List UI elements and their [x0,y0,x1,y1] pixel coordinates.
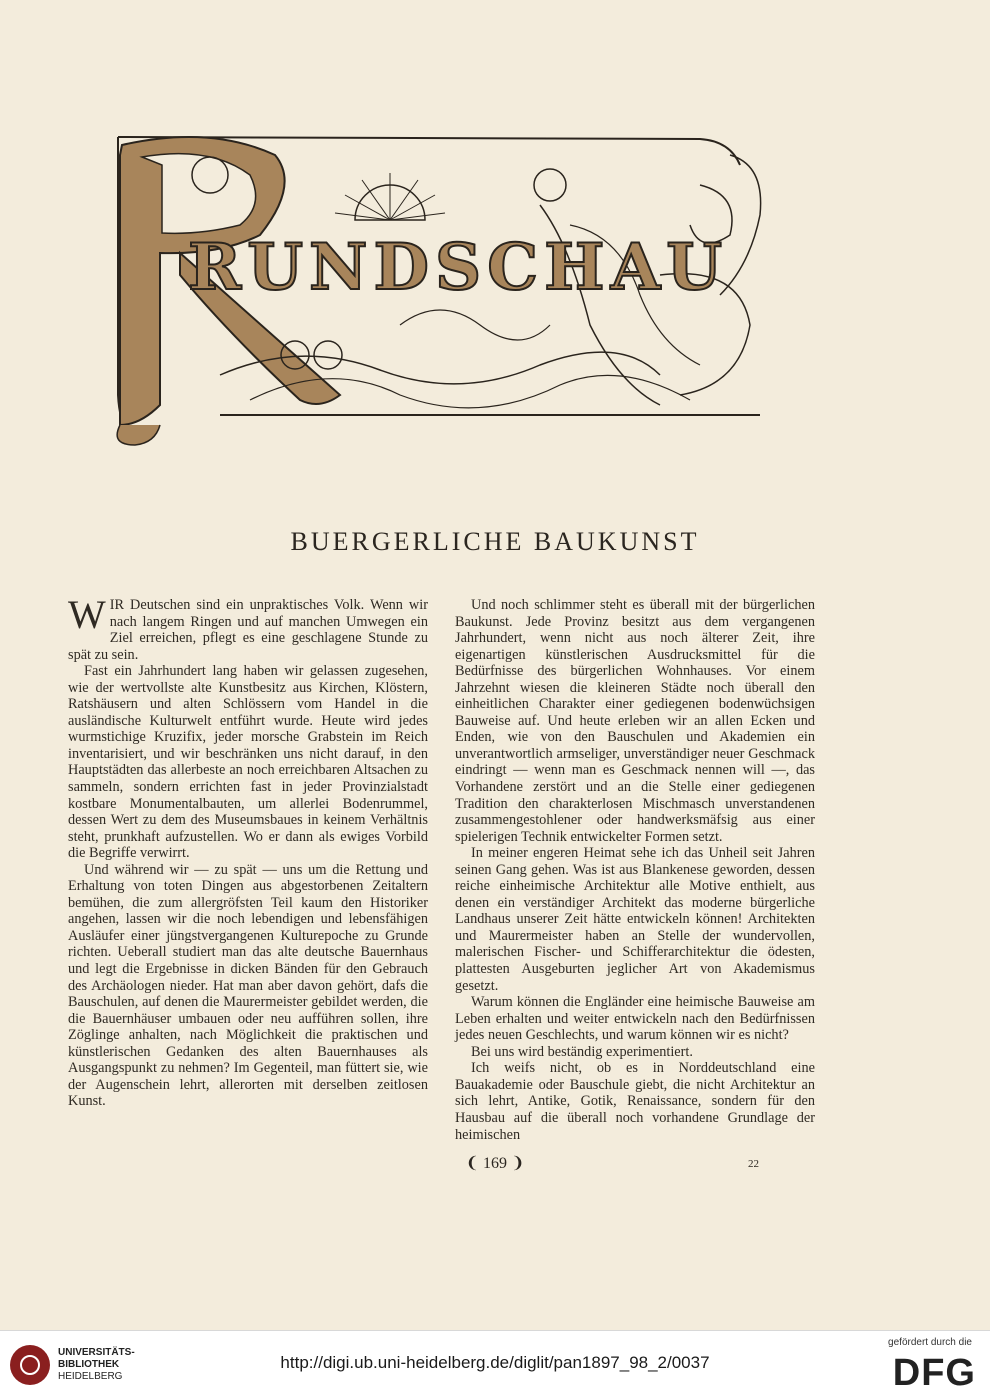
library-line: HEIDELBERG [58,1371,123,1382]
permalink-url[interactable]: http://digi.ub.uni-heidelberg.de/diglit/pan1897_98_2/0037 [280,1353,710,1372]
drop-cap: W [68,592,106,637]
paragraph: WIR Deutschen sind ein unpraktisches Volk. Wenn wir nach langem Ringen und auf manchen Umwegen ein Ziel erreichen, pflegt es eine geschlagene Stunde zu spät zu sein. [68,592,428,663]
right-column [455,597,815,1143]
article-title: BUERGERLICHE BAUKUNST [290,527,700,556]
paragraph: Bei uns wird beständig experimentiert. [471,1043,693,1060]
paragraph: Warum können die Engländer eine heimische Bauweise am Leben erhalten und weiter entwickeln nach den Bedürfnissen jedes neuen Geschlechts, und warum können wir es nicht? [455,994,815,1044]
digitization-footer [0,1330,990,1400]
page-number: ❨ 169 ❩ [465,1155,525,1172]
paragraph: Und während wir — zu spät — uns um die Rettung und Erhaltung von toten Dingen aus abgestorbenen Zeitaltern bemühen, die zum allergröfsten Teil kaum den Historiker angehen, lassen wir die noch lebendigen und lebensfähigen Ausläufer einer jüngstvergangenen Kulturepoche zu Grunde richten. Ueberall studiert man das alte deutsche Bauernhaus und legt die Ergebnisse in dicken Bänden für den Gebrauch des Archäologen nieder. Hat man aber davon gehört, dafs die Bauschulen, auf denen die Maurermeister gebildet werden, die die Bauernhäuser umbauen oder neu aufführen sollen, ihre Zöglinge anhalten, nach Möglichkeit die praktischen und künstlerischen Gedanken des alten Bauernhauses als Ausgangspunkt zu nehmen? Im Gegenteil, man füttert sie, wie der Augenschein lehrt, allerorten mit derselben zeitlosen Kunst. [68,861,428,1110]
paragraph: Und noch schlimmer steht es überall mit der bürgerlichen Baukunst. Jede Provinz besitzt aus dem vergangenen Jahrhundert, wenn nicht aus noch älterer Zeit, ihre eigenartigen künstlerischen Ausdrucksmittel für die Bedürfnisse des bürgerlichen Wohnhauses. Vor einem Jahrzehnt wiesen die kleineren Städte noch überall den einheitlichen Charakter einer gediegenen bodenwüchsigen Bauweise auf. Und heute erleben wir an allen Ecken und Enden, wie von den Bauschulen und Akademien ein unverantwortlich armseliger, unverständiger neuer Geschmack eindringt — wenn man es Geschmack nennen will —, das Vorhandene zerstört und an die Stelle einer gediegenen Tradition den charakterlosen Mischmasch unverstandenen zusammengestohlener oder handwerksmäfsig aus einer spielerigen Technik entwickelter Formen setzt. [455,597,815,845]
paragraph: In meiner engeren Heimat sehe ich das Unheil seit Jahren seinen Gang gehen. Was ist aus Blankenese geworden, dessen reiche einheimische Architektur alle Motive enthielt, aus denen ein verständiger Architekt das moderne bürgerliche Landhaus unserer Zeit hätte entwickeln können! Architekten und Maurermeister haben an Stelle der wundervollen, malerischen Fischer- und Schifferarchitektur die ödesten, plattesten Ausgeburten jeglicher Art von Akademismus gesetzt. [455,845,815,994]
banner-word: RUNDSCHAU [188,229,729,305]
signature-mark: 22 [748,1158,759,1170]
left-column [68,592,428,1110]
funding-note: gefördert durch die [888,1337,972,1348]
library-line: UNIVERSITÄTS- [58,1347,135,1358]
dfg-logo[interactable]: DFG [892,1352,976,1394]
paragraph: Fast ein Jahrhundert lang haben wir gelassen zugesehen, wie der wertvollste alte Kunstbesitz aus Kirchen, Klöstern, Ratshäusern und alten Schlössern vom Handel in die ausländische Kulturwelt entführt wurde. Heute wird jedes wurmstichige Kruzifix, jeder morsche Grabstein im Reich inventarisiert, und wir beschränken uns nicht darauf, in den Hauptstädten das allerbeste an noch erreichbaren Altsachen zu sammeln, sondern errichten fast in jeder Provinzialstadt kostbare Monumentalbauten, um allerlei Bodenrummel, dessen Wert zu dem des Museumsbaues in keinem Verhältnis steht, prunkhaft aufzustellen. Wo er dann als ewiges Vorbild die Begriffe verwirrt. [68,663,428,862]
paragraph: Ich weifs nicht, ob es in Norddeutschland eine Bauakademie oder Bauschule giebt, die nicht Architektur an sich lehrt, Antike, Gotik, Renaissance, sondern für den Hausbau auf die überall noch vorhandene Grundlage der heimischen [455,1060,815,1143]
library-line: BIBLIOTHEK [58,1359,120,1370]
